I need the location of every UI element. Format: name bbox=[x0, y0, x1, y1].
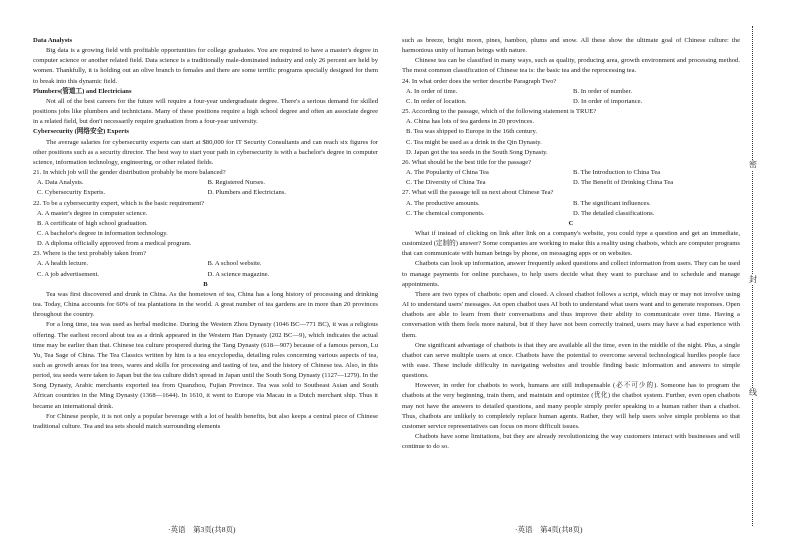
question-stem: 22. To be a cybersecurity expert, which is the basic requirement? bbox=[33, 199, 205, 207]
question-stem: 23. Where is the text probably taken from? bbox=[33, 250, 147, 258]
passage-c-paragraph-1: What if instead of clicking on link after link on a company's website, you could type a question and get an immediate, customized (定制的) answer? Some companies are working to make this a reality using chatbots, which are computer programs that can communicate with human beings by phone, on messaging apps or on websites. bbox=[402, 229, 740, 258]
passage-b-paragraph-3: For Chinese people, it is not only a popular beverage with a lot of health benefits, but also keeps a central piece of Chinese traditional culture. Tea and tea sets should match surrounding elements bbox=[33, 412, 378, 430]
option-b: B. The significant influences. bbox=[573, 199, 651, 207]
cyber-heading: Cybersecurity (网络安全) Experts bbox=[33, 128, 129, 136]
option-d: D. Plumbers and Electricians. bbox=[207, 189, 287, 197]
question-stem: 25. According to the passage, which of the following statement is TRUE? bbox=[402, 108, 597, 116]
option-a: A. In order of time. bbox=[406, 87, 458, 95]
question-stem: 21. In which job will the gender distribution probably be more balanced? bbox=[33, 169, 226, 177]
option-c: C. The Diversity of China Tea bbox=[406, 179, 486, 187]
option-d: D. The Benefit of Drinking China Tea bbox=[573, 179, 674, 187]
question-stem: 27. What will the passage tell us next about Chinese Tea? bbox=[402, 189, 554, 197]
option-b: B. A school website. bbox=[207, 260, 262, 268]
binding-char-mi: 密 bbox=[749, 160, 757, 169]
option-d: D. In order of importance. bbox=[573, 97, 643, 105]
question-23 bbox=[33, 249, 378, 279]
passage-c-paragraph-6: Chatbots have some limitations, but they are already revolutionizing the way customers interact with businesses and will continue to do so. bbox=[402, 433, 740, 451]
option-a: A. A health lecture. bbox=[37, 260, 89, 268]
option-b: B. In order of number. bbox=[573, 87, 632, 95]
option-d: D. Japan got the tea seeds in the South Song Dynasty. bbox=[406, 148, 548, 156]
passage-c-paragraph-3: There are two types of chatbots: open and closed. A closed chatbot follows a script, which may or may not involve using AI to understand users' messages. An open chatbot uses AI both to understand what users want and to generate responses. Open chatbots are able to learn from their conversations and thus improve their ability to communicate over time. Having a conversation with them feels more natural, but if they have not been correctly trained, users may have a bad experience with them. bbox=[402, 290, 740, 339]
option-b: B. Tea was shipped to Europe in the 16th century. bbox=[406, 128, 538, 136]
option-a: A. A master's degree in computer science. bbox=[37, 209, 148, 217]
question-stem: 24. In what order does the writer describe Paragraph Two? bbox=[402, 77, 557, 85]
passage-b-paragraph-2: For a long time, tea was used as herbal medicine. During the Western Zhou Dynasty (1046 BC—771 BC), it was a religious offering. The earliest record about tea as a drink appeared in the Western Han Dynasty (202 BC—9), which indicates the actual time may be earlier than that. Chinese tea culture prospered during the Tang Dynasty (618—907) because of a famous person, Lu Yu, Tea Sage of China. The Tea Classics written by him is a tea encyclopedia, detailing rules concerning various aspects of tea, such as growth areas for tea trees, wares and skills for processing and tasting of tea, and the history of Chinese tea. Also, in this period, tea seeds were taken to Japan but the tea culture didn't spread in Japan until the South Song Dynasty (1127—1279). In the Song Dynasty, Arabic merchants exported tea from Quanzhou, Fujian Province. Tea was sold to Southeast Asian and South African countries in the Ming Dynasty (1368—1644). In 1610, it went to Europe via Macau in a Dutch merchant ship. Thus it became an international drink. bbox=[33, 321, 378, 410]
passage-c-paragraph-5: However, in order for chatbots to work, humans are still indispensable (必不可少的). Someone has to program the chatbots at the very beginning, train them, and maintain and optimize (优化) the chatbot system. Further, even open chatbots may not have the answers to detailed questions, and many people simply prefer speaking to a human rather than a chatbot. Thus, chatbots are unlikely to completely replace human agents. Rather, they will help users solve simple problems so that customer service representatives can focus on more difficult issues. bbox=[402, 382, 740, 430]
passage-b-paragraph-1: Tea was first discovered and drunk in China. As the hometown of tea, China has a long history of processing and drinking tea. Today, China accounts for 60% of tea plantations in the world. A great number of tea gardens are in more than 20 provinces throughout the country. bbox=[33, 290, 378, 319]
question-25 bbox=[402, 107, 740, 158]
cyber-paragraph: The average salaries for cybersecurity experts can start at $80,000 for IT Security Consultants and can reach six figures for other positions such as a security director. The best way to start your path in cybersecurity is with a bachelor's degree in computer science, information technology, engineering, or other related fields. bbox=[33, 138, 378, 166]
option-b: B. Registered Nurses. bbox=[207, 179, 266, 187]
question-24 bbox=[402, 77, 740, 107]
left-column bbox=[33, 36, 378, 432]
question-stem: 26. What should be the best title for the passage? bbox=[402, 158, 532, 166]
binding-char-xian: 线 bbox=[749, 388, 757, 397]
binding-char-feng: 封 bbox=[749, 275, 757, 284]
passage-b-paragraph-3-continued: such as breeze, bright moon, pines, bamboo, plums and snow. All these show the ultimate goal of Chinese culture: the harmonious unity of human beings with nature. bbox=[402, 37, 740, 55]
option-c: C. The chemical components. bbox=[406, 209, 485, 217]
option-a: A. The Popularity of China Tea bbox=[406, 169, 489, 177]
passage-c-paragraph-2: Chatbots can look up information, answer frequently asked questions and collect information from users. They can be used to manage payments for online purchases, to help users decide what they want to purchase and to schedule and manage appointments. bbox=[402, 260, 740, 288]
option-b: B. The Introduction to China Tea bbox=[573, 169, 661, 177]
plumbers-heading: Plumbers(管道工) and Electricians bbox=[33, 87, 132, 95]
passage-c-label: C bbox=[568, 219, 574, 227]
passage-b-paragraph-4: Chinese tea can be classified in many ways, such as quality, producing area, growth environment and processing method. The most common classification of Chinese tea is: the basic tea and the reprocessing tea. bbox=[402, 57, 740, 75]
option-c: C. A bachelor's degree in information technology. bbox=[37, 229, 168, 237]
question-22 bbox=[33, 199, 378, 250]
data-analysts-heading: Data Analysts bbox=[33, 37, 73, 44]
question-26 bbox=[402, 158, 740, 188]
option-c: C. A job advertisement. bbox=[37, 270, 100, 278]
option-c: C. Tea might be used as a drink in the Qin Dynasty. bbox=[406, 138, 542, 146]
option-a: A. The productive amounts. bbox=[406, 199, 480, 207]
passage-c-paragraph-4: One significant advantage of chatbots is that they are available all the time, even in the middle of the night. Plus, a single chatbot can serve multiple users at once. Chatbots have the potential to overcome several technological hurdles people face with ease. These include difficulty in navigating websites and trouble finding basic information and answers to simple questions. bbox=[402, 341, 740, 380]
option-c: C. In order of location. bbox=[406, 97, 467, 105]
option-a: A. China has lots of tea gardens in 20 provinces. bbox=[406, 118, 535, 126]
passage-b-label: B bbox=[203, 280, 208, 288]
option-a: A. Data Analysts. bbox=[37, 179, 84, 187]
question-27 bbox=[402, 188, 740, 218]
data-analysts-paragraph: Big data is a growing field with profitable opportunities for college graduates. You are required to have a master's degree in computer science or another related field. Data science is a traditionally male-dominated industry and only 26 percent are held by women. Thankfully, it is holding out an olive branch to females and there are some terrific programs specially designed for them to break into this dynamic field. bbox=[33, 47, 378, 85]
page-footer-left: ·英语 第3页(共8页) bbox=[168, 525, 236, 534]
plumbers-paragraph: Not all of the best careers for the future will require a four-year undergraduate degree. There's a serious demand for skilled positions jobs like plumbers and technicians. Many of these positions require a high school degree and often an associate degree in a related field, but don't necessarily require graduation from a four-year university. bbox=[33, 97, 378, 126]
question-21 bbox=[33, 168, 378, 198]
page-footer-right: ·英语 第4页(共8页) bbox=[515, 525, 583, 534]
option-d: D. A diploma officially approved from a medical program. bbox=[37, 240, 192, 248]
option-c: C. Cybersecurity Experts. bbox=[37, 189, 106, 197]
option-d: D. A science magazine. bbox=[207, 270, 270, 278]
option-d: D. The detailed classifications. bbox=[573, 209, 655, 217]
right-column bbox=[402, 36, 740, 452]
option-b: B. A certificate of high school graduation. bbox=[37, 219, 148, 227]
